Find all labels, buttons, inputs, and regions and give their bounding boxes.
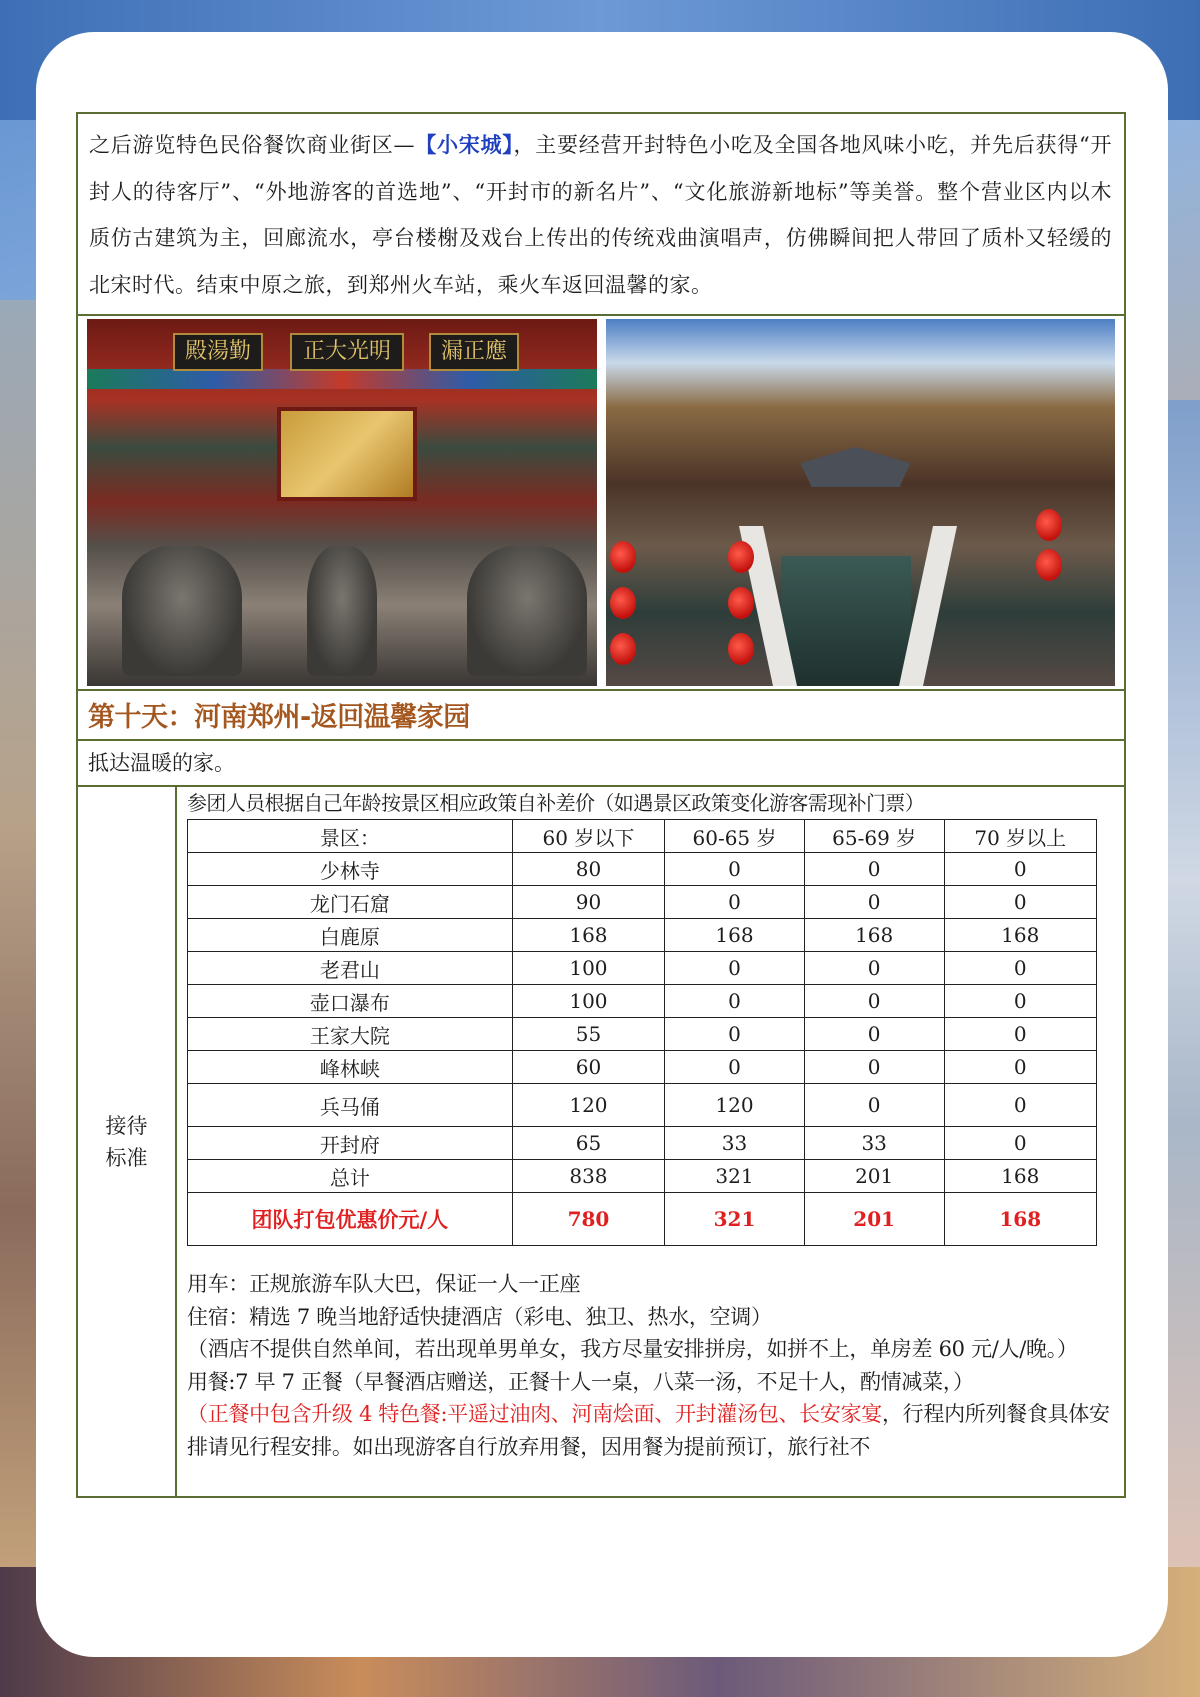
table-cell: 0 xyxy=(944,1127,1097,1160)
bronze-beast-center xyxy=(307,546,377,676)
golden-screen xyxy=(277,407,417,501)
table-cell: 0 xyxy=(804,1084,944,1127)
table-row xyxy=(188,919,1097,952)
intro-text-before: 之后游览特色民俗餐饮商业街区— xyxy=(89,133,416,157)
plaque-right: 漏正應 xyxy=(429,333,519,371)
table-row xyxy=(188,985,1097,1018)
table-cell: 总计 xyxy=(188,1160,513,1193)
table-cell: 100 xyxy=(512,952,664,985)
day-ten-description: 抵达温暖的家。 xyxy=(78,739,1124,785)
table-cell: 100 xyxy=(512,985,664,1018)
service-details xyxy=(187,1268,1124,1463)
reception-standard-row xyxy=(78,785,1124,1496)
xiaosongcheng-highlight: 【小宋城】 xyxy=(415,133,514,157)
table-cell: 321 xyxy=(665,1193,805,1246)
ticket-price-table xyxy=(187,819,1097,1246)
itinerary-frame xyxy=(76,112,1126,1498)
table-cell: 0 xyxy=(944,1084,1097,1127)
meal-note xyxy=(187,1398,1124,1463)
lantern xyxy=(1036,509,1062,541)
table-cell: 0 xyxy=(665,886,805,919)
table-cell: 201 xyxy=(804,1160,944,1193)
lantern xyxy=(610,587,636,619)
day-ten-title: 第十天：河南郑州-返回温馨家园 xyxy=(78,689,1124,739)
table-cell: 201 xyxy=(804,1193,944,1246)
bronze-lion-left xyxy=(122,546,242,676)
xiaosongcheng-photo xyxy=(606,319,1116,686)
table-cell: 0 xyxy=(665,853,805,886)
table-cell: 120 xyxy=(665,1084,805,1127)
photo-row xyxy=(78,314,1124,689)
lantern xyxy=(610,541,636,573)
table-cell: 0 xyxy=(944,1051,1097,1084)
table-cell: 0 xyxy=(944,952,1097,985)
table-cell: 168 xyxy=(512,919,664,952)
table-cell: 0 xyxy=(665,1051,805,1084)
lantern xyxy=(1036,549,1062,581)
table-cell: 0 xyxy=(665,1018,805,1051)
table-cell: 0 xyxy=(804,1051,944,1084)
table-cell: 168 xyxy=(665,919,805,952)
table-cell: 龙门石窟 xyxy=(188,886,513,919)
table-cell: 0 xyxy=(804,985,944,1018)
plaque-left: 殿湯勤 xyxy=(173,333,263,371)
meal-info: 用餐:7 早 7 正餐（早餐酒店赠送，正餐十人一桌，八菜一汤，不足十人，酌情减菜，） xyxy=(187,1369,974,1394)
plaque-center: 正大光明 xyxy=(290,333,404,371)
table-cell: 0 xyxy=(804,1018,944,1051)
kaifeng-palace-photo xyxy=(87,319,597,686)
table-row xyxy=(188,1127,1097,1160)
table-cell: 838 xyxy=(512,1160,664,1193)
table-cell: 老君山 xyxy=(188,952,513,985)
table-cell: 0 xyxy=(804,952,944,985)
table-cell: 780 xyxy=(512,1193,664,1246)
table-cell: 峰林峡 xyxy=(188,1051,513,1084)
painted-beam xyxy=(87,369,597,389)
table-cell: 0 xyxy=(944,886,1097,919)
table-row xyxy=(188,1018,1097,1051)
lantern xyxy=(728,633,754,665)
hotel-note: （酒店不提供自然单间，若出现单男单女，我方尽量安排拼房，如拼不上，单房差 60 元/人/晚。） xyxy=(187,1337,1078,1361)
table-cell: 0 xyxy=(944,1018,1097,1051)
table-cell: 0 xyxy=(804,853,944,886)
age-policy-note: 参团人员根据自己年龄按景区相应政策自补差价（如遇景区政策变化游客需现补门票） xyxy=(187,791,925,815)
table-cell: 33 xyxy=(665,1127,805,1160)
table-cell: 80 xyxy=(512,853,664,886)
table-cell: 0 xyxy=(665,985,805,1018)
special-meals: （正餐中包含升级 4 特色餐:平遥过油肉、河南烩面、开封灌汤包、长安家宴 xyxy=(187,1402,882,1426)
table-cell: 168 xyxy=(944,1193,1097,1246)
lantern xyxy=(728,541,754,573)
canal-water xyxy=(781,556,911,686)
meal-note-rest: ，行程内所列餐食具体安排请见行程安排。如出现游客自行放弃用餐，因用餐为提前预订，旅行社不 xyxy=(187,1402,1110,1459)
group-package-price-row xyxy=(188,1193,1097,1246)
bronze-lion-right xyxy=(467,546,587,676)
table-cell: 120 xyxy=(512,1084,664,1127)
table-cell: 团队打包优惠价元/人 xyxy=(188,1193,513,1246)
vehicle-info: 用车：正规旅游车队大巴，保证一人一正座 xyxy=(187,1272,581,1296)
pavilion xyxy=(801,447,911,487)
header-65-69: 65-69 岁 xyxy=(804,820,944,853)
table-cell: 168 xyxy=(944,919,1097,952)
table-header-row xyxy=(188,820,1097,853)
table-cell: 0 xyxy=(944,853,1097,886)
header-attraction: 景区： xyxy=(188,820,513,853)
table-cell: 壶口瀑布 xyxy=(188,985,513,1018)
lantern xyxy=(728,587,754,619)
table-cell: 55 xyxy=(512,1018,664,1051)
table-cell: 白鹿原 xyxy=(188,919,513,952)
table-cell: 开封府 xyxy=(188,1127,513,1160)
table-cell: 兵马俑 xyxy=(188,1084,513,1127)
table-cell: 0 xyxy=(665,952,805,985)
table-cell: 王家大院 xyxy=(188,1018,513,1051)
reception-standard-content xyxy=(177,787,1124,1496)
table-row xyxy=(188,853,1097,886)
table-cell: 168 xyxy=(944,1160,1097,1193)
table-cell: 90 xyxy=(512,886,664,919)
table-cell: 0 xyxy=(944,985,1097,1018)
table-cell: 少林寺 xyxy=(188,853,513,886)
table-cell: 0 xyxy=(804,886,944,919)
table-cell: 60 xyxy=(512,1051,664,1084)
lantern xyxy=(610,633,636,665)
table-cell: 321 xyxy=(665,1160,805,1193)
table-cell: 65 xyxy=(512,1127,664,1160)
table-row xyxy=(188,952,1097,985)
hotel-info: 住宿：精选 7 晚当地舒适快捷酒店（彩电、独卫、热水，空调） xyxy=(187,1304,772,1329)
table-row xyxy=(188,1084,1097,1127)
table-row xyxy=(188,886,1097,919)
intro-text-after: ，主要经营开封特色小吃及全国各地风味小吃，并先后获得“开封人的待客厅”、“外地游客的首选地”、“开封市的新名片”、“文化旅游新地标”等美誉。整个营业区内以木质仿古建筑为主，回廊流水，亭台楼榭及戏台上传出的传统戏曲演唱声，仿佛瞬间把人带回了质朴又轻缓的北宋时代。结束中原之旅，到郑州火车站，乘火车返回温馨的家。 xyxy=(89,133,1113,297)
header-60-65: 60-65 岁 xyxy=(665,820,805,853)
table-cell: 168 xyxy=(804,919,944,952)
reception-standard-label: 接待标准 xyxy=(78,787,177,1496)
table-row xyxy=(188,1051,1097,1084)
header-under-60: 60 岁以下 xyxy=(512,820,664,853)
table-total-row xyxy=(188,1160,1097,1193)
table-cell: 33 xyxy=(804,1127,944,1160)
intro-paragraph xyxy=(78,114,1124,314)
header-over-70: 70 岁以上 xyxy=(944,820,1097,853)
